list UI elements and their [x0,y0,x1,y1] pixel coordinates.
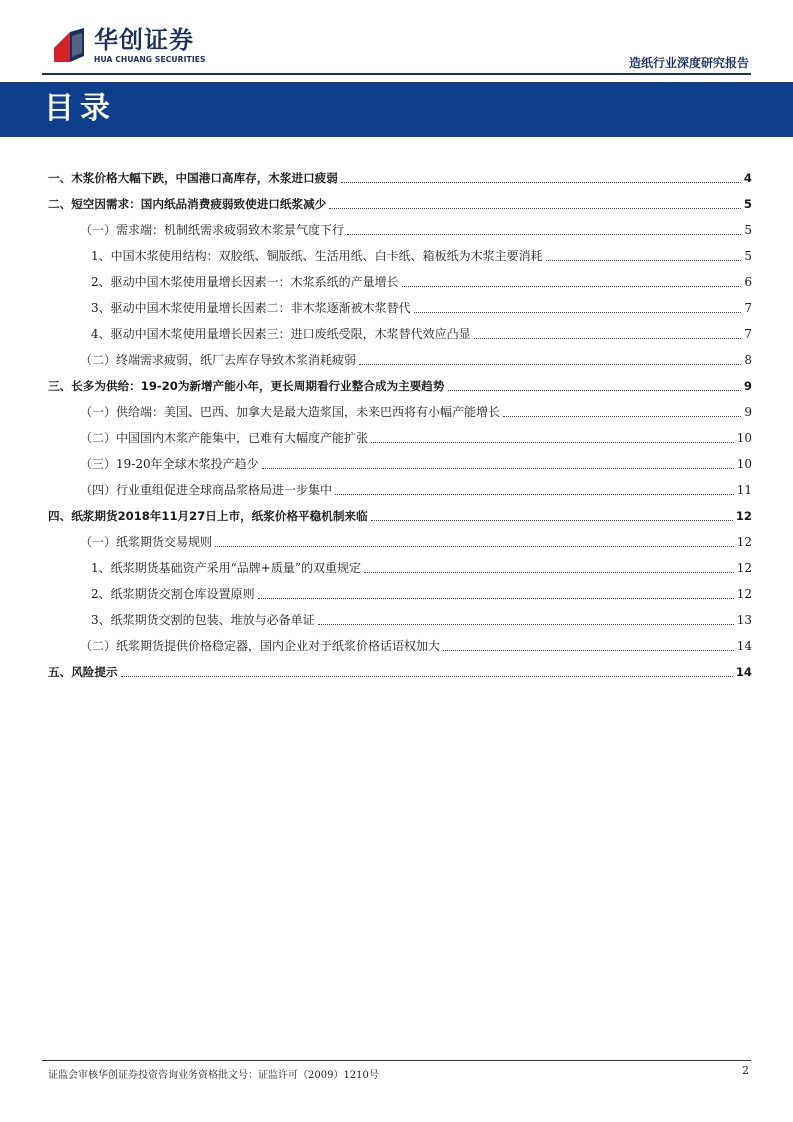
toc-entry-title: 2、纸浆期货交割仓库设置原则 [91,587,255,601]
toc-dot-leader [474,337,742,339]
toc-dot-leader [215,545,734,547]
toc-entry-title: （四）行业重组促进全球商品浆格局进一步集中 [80,483,333,497]
toc-entry[interactable] [48,166,752,186]
toc-dot-leader [258,597,734,599]
toc-entry[interactable] [91,296,752,316]
toc-entry-title: （一）供给端：美国、巴西、加拿大是最大造浆国，未来巴西将有小幅产能增长 [80,405,501,419]
toc-dot-leader [318,623,734,625]
toc-dot-leader [341,181,741,183]
footer-license-text: 证监会审核华创证券投资咨询业务资格批文号：证监许可（2009）1210号 [48,1070,379,1081]
toc-entry[interactable] [91,244,752,264]
toc-entry[interactable] [80,530,752,550]
toc-dot-leader [448,389,741,391]
toc-entry-page: 4 [743,171,752,185]
toc-entry-page: 5 [744,249,752,263]
toc-entry-title: 1、纸浆期货基础资产采用“品牌+质量”的双重规定 [91,561,361,575]
toc-entry[interactable] [48,660,752,680]
toc-entry-title: 四、纸浆期货2018年11月27日上市，纸浆价格平稳机制来临 [48,509,368,523]
toc-entry-page: 9 [744,405,752,419]
toc-entry-title: 1、中国木浆使用结构：双胶纸、铜版纸、生活用纸、白卡纸、箱板纸为木浆主要消耗 [91,249,543,263]
toc-title: 目录 [44,91,116,126]
toc-entry-title: 三、长多为供给：19-20为新增产能小年，更长周期看行业整合成为主要趋势 [48,379,445,393]
toc-entry[interactable] [48,374,752,394]
toc-entry[interactable] [91,270,752,290]
toc-entry-page: 13 [736,613,752,627]
toc-entry-page: 5 [743,197,752,211]
company-logo-icon [50,26,88,64]
toc-dot-leader [329,207,741,209]
toc-entry[interactable] [80,218,752,238]
toc-title-banner [0,82,793,137]
toc-entry-title: 五、风险提示 [48,665,118,679]
logo-chinese-name: 华创证券 [94,26,194,54]
toc-entry-page: 7 [744,301,752,315]
footer-page-number: 2 [742,1064,749,1077]
toc-entry[interactable] [48,504,752,524]
toc-entry[interactable] [80,478,752,498]
toc-entry[interactable] [80,452,752,472]
toc-entry[interactable] [80,634,752,654]
toc-dot-leader [503,415,741,417]
toc-entry-title: 4、驱动中国木浆使用量增长因素三：进口废纸受限，木浆替代效应凸显 [91,327,471,341]
toc-entry-title: 2、驱动中国木浆使用量增长因素一：木浆系纸的产量增长 [91,275,399,289]
toc-entry-title: （二）终端需求疲弱，纸厂去库存导致木浆消耗疲弱 [80,353,357,367]
toc-dot-leader [121,675,733,677]
toc-dot-leader [364,571,734,573]
toc-entry-page: 10 [736,431,752,445]
toc-entry-title: （一）纸浆期货交易规则 [80,535,213,549]
toc-entry[interactable] [80,426,752,446]
report-type-label: 造纸行业深度研究报告 [628,56,749,70]
toc-entry-page: 12 [736,587,752,601]
toc-entry-title: （二）纸浆期货提供价格稳定器，国内企业对于纸浆价格话语权加大 [80,639,441,653]
toc-entry-page: 5 [744,223,752,237]
toc-entry-page: 12 [736,535,752,549]
toc-entry[interactable] [80,400,752,420]
toc-dot-leader [335,493,734,495]
toc-entry-page: 14 [736,639,752,653]
toc-dot-leader [371,441,734,443]
toc-entry-title: 3、纸浆期货交割的包装、堆放与必备单证 [91,613,315,627]
toc-entry-page: 9 [743,379,752,393]
toc-entry[interactable] [48,192,752,212]
header-divider [42,73,751,75]
toc-entry-title: 二、短空因需求：国内纸品消费疲弱致使进口纸浆减少 [48,197,327,211]
toc-entry-page: 6 [744,275,752,289]
toc-entry[interactable] [91,556,752,576]
toc-entry-title: （一）需求端：机制纸需求疲弱致木浆景气度下行 [80,223,345,237]
toc-entry-title: 3、驱动中国木浆使用量增长因素二：非木浆逐渐被木浆替代 [91,301,411,315]
toc-dot-leader [546,259,742,261]
toc-entry[interactable] [91,322,752,342]
toc-dot-leader [414,311,742,313]
toc-entry-page: 12 [735,509,752,523]
toc-entry-page: 10 [736,457,752,471]
toc-entry-page: 7 [744,327,752,341]
toc-entry-page: 12 [736,561,752,575]
toc-dot-leader [262,467,734,469]
toc-dot-leader [347,233,741,235]
toc-entry[interactable] [80,348,752,368]
page-header [0,0,793,80]
toc-entry-title: （二）中国国内木浆产能集中，已难有大幅度产能扩张 [80,431,369,445]
toc-entry-title: （三）19-20年全球木浆投产趋少 [80,457,259,471]
toc-entry[interactable] [91,582,752,602]
toc-dot-leader [443,649,734,651]
toc-entry-title: 一、木浆价格大幅下跌，中国港口高库存，木浆进口疲弱 [48,171,338,185]
footer-divider [42,1060,751,1061]
toc-entry[interactable] [91,608,752,628]
logo-english-name: HUA CHUANG SECURITIES [94,55,206,64]
toc-dot-leader [371,519,733,521]
toc-entry-page: 14 [735,665,752,679]
toc-dot-leader [402,285,742,287]
toc-entry-page: 11 [736,483,752,497]
toc-dot-leader [359,363,741,365]
toc-entry-page: 8 [744,353,752,367]
